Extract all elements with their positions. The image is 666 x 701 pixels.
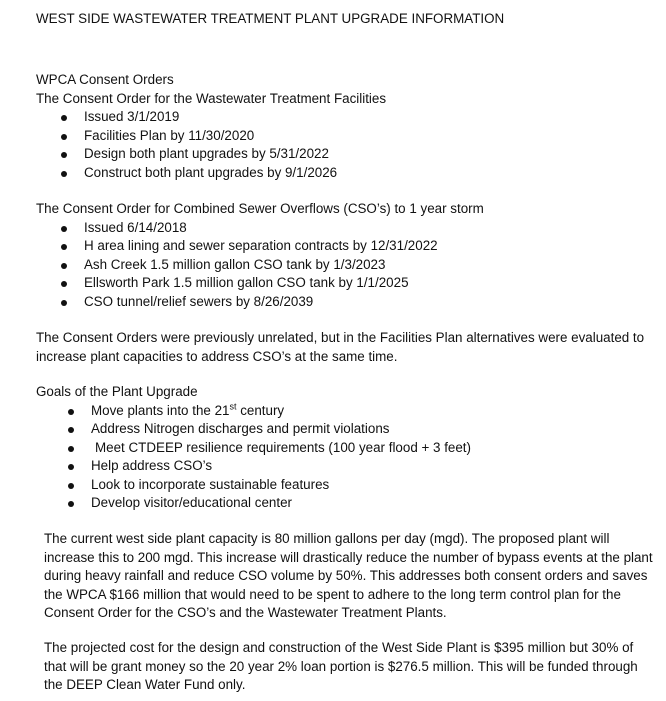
list-item: Design both plant upgrades by 5/31/2022 [36,145,658,164]
bullet-icon [61,244,67,250]
list-item: Move plants into the 21st century [36,402,658,421]
goals-section [36,383,658,513]
wpca-section [36,71,658,182]
list-item: CSO tunnel/relief sewers by 8/26/2039 [36,293,658,312]
cost-paragraph: The projected cost for the design and construction of the West Side Plant is $395 million but 30% of that will be grant money so the 20 year 2% loan portion is $276.5 million. This will be funded through the DEEP Clean Water Fund only. [44,640,638,692]
wpca-heading: WPCA Consent Orders [36,72,174,87]
list-item: Ellsworth Park 1.5 million gallon CSO tank by 1/1/2025 [36,274,658,293]
bullet-icon [61,152,67,158]
list-item: Address Nitrogen discharges and permit violations [36,420,658,439]
cso-heading: The Consent Order for Combined Sewer Overflows (CSO’s) to 1 year storm [36,201,484,216]
bullet-icon [68,409,74,415]
bullet-icon [61,263,67,269]
list-item: H area lining and sewer separation contracts by 12/31/2022 [36,237,658,256]
bullet-icon [61,300,67,306]
list-item: Look to incorporate sustainable features [36,476,658,495]
bullet-icon [61,134,67,140]
list-item: Develop visitor/educational center [36,494,658,513]
cso-list [36,219,658,312]
bullet-icon [68,501,74,507]
bullet-icon [61,226,67,232]
bullet-icon [68,427,74,433]
capacity-paragraph: The current west side plant capacity is 80 million gallons per day (mgd). The proposed plant will increase this to 200 mgd. This increase will drastically reduce the number of bypass events at the plant during heavy rainfall and reduce CSO volume by 50%. This addresses both consent orders and saves the WPCA $166 million that would need to be spent to adhere to the long term control plan for the Consent Order for the CSO’s and the Wastewater Treatment Plants. [44,531,653,620]
bullet-icon [68,483,74,489]
consent-orders-paragraph: The Consent Orders were previously unrelated, but in the Facilities Plan alternatives were evaluated to increase plant capacities to address CSO’s at the same time. [36,330,645,364]
list-item: Issued 6/14/2018 [36,219,658,238]
list-item: Ash Creek 1.5 million gallon CSO tank by 1/3/2023 [36,256,658,275]
bullet-icon [61,115,67,121]
list-item: Meet CTDEEP resilience requirements (100 year flood + 3 feet) [36,439,658,458]
document-title: WEST SIDE WASTEWATER TREATMENT PLANT UPGRADE INFORMATION [36,11,505,26]
bullet-icon [61,281,67,287]
wpca-subheading: The Consent Order for the Wastewater Treatment Facilities [36,90,387,106]
goals-heading: Goals of the Plant Upgrade [36,384,198,399]
cso-section [36,200,658,311]
bullet-icon [61,171,67,177]
list-item: Help address CSO’s [36,457,658,476]
wpca-list [36,108,658,182]
goals-list [36,402,658,513]
bullet-icon [68,446,74,452]
list-item: Issued 3/1/2019 [36,108,658,127]
bullet-icon [68,464,74,470]
list-item: Facilities Plan by 11/30/2020 [36,127,658,146]
list-item: Construct both plant upgrades by 9/1/2026 [36,164,658,183]
